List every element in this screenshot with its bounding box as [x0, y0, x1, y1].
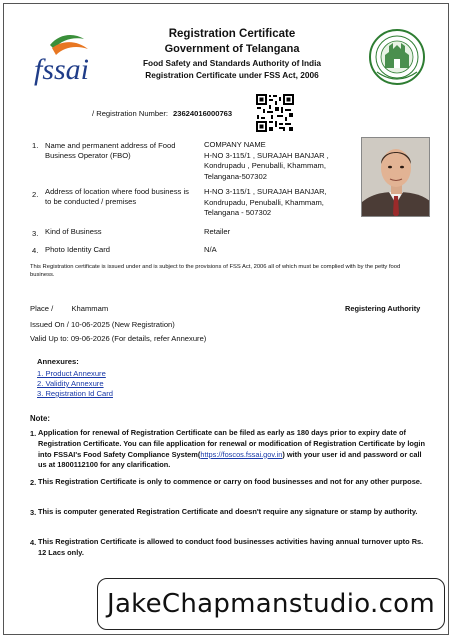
row-3-number: 3. [32, 229, 39, 238]
government-name: Government of Telangana [164, 43, 300, 55]
issued-row [30, 320, 175, 329]
row-4-number: 4. [32, 246, 39, 255]
validity-annexure-link[interactable]: 2. Validity Annexure [37, 379, 104, 388]
row-4-value: N/A [204, 245, 217, 254]
authority-name: Food Safety and Standards Authority of India [142, 58, 322, 68]
watermark-banner [97, 578, 445, 630]
row-1-value-line: H-NO 3-115/1 , SURAJAH BANJAR , [204, 150, 329, 160]
row-3-label: Kind of Business [45, 227, 102, 236]
row-1-value [204, 140, 354, 182]
note-title: Note: [30, 414, 50, 423]
telangana-emblem [368, 28, 426, 88]
registration-number-label: / Registration Number: [92, 109, 168, 118]
row-2-number: 2. [32, 190, 39, 199]
annexures-title: Annexures: [37, 357, 79, 366]
issued-label: Issued On / [30, 320, 69, 329]
watermark-text: JakeChapmanstudio.com [106, 589, 436, 619]
fssai-logo [30, 27, 100, 93]
qr-code [255, 93, 295, 133]
row-2-value-line: H-NO 3-115/1 , SURAJAH BANJAR, [204, 187, 327, 196]
valid-row [30, 334, 206, 343]
row-1-label: Name and permanent address of Food Business Operator (FBO) [45, 141, 176, 160]
fbo-photo [361, 137, 430, 217]
issued-value: 10-06-2025 (New Registration) [70, 320, 175, 329]
row-2-value [204, 187, 354, 219]
note-4-text: This Registration Certificate is allowed to conduct food businesses activities having annual turnover upto Rs. 12 Lacs only. [38, 537, 424, 557]
product-annexure-link[interactable]: 1. Product Annexure [37, 369, 106, 378]
note-3-text: This is computer generated Registration Certificate and doesn't require any signature or stamp by authority. [38, 507, 418, 516]
annexure-item [37, 369, 106, 378]
row-3-value: Retailer [204, 227, 231, 236]
provisions-note: This Registration certificate is issued under and is subject to the provisions of FSS Act, 2006 all of which must be complied with by the petty food business. [30, 264, 401, 278]
fssai-logo-text: fssai [34, 53, 90, 86]
row-1-value-line: COMPANY NAME [204, 140, 266, 149]
note-1-number: 1. [30, 429, 37, 438]
note-1-text [38, 428, 430, 471]
row-4-label: Photo Identity Card [45, 245, 111, 254]
note-2-number: 2. [30, 478, 37, 487]
note-1-text-after: ) with your user id and password or call us at 1800112100 for any clarification. [38, 449, 422, 470]
row-2-value-line: Telangana - 507302 [204, 208, 272, 218]
place-value: Khammam [71, 304, 109, 313]
annexure-item [37, 389, 113, 398]
registering-authority: Registering Authority [345, 304, 421, 313]
act-name: Registration Certificate under FSS Act, 2006 [145, 70, 319, 80]
registration-number-value: 23624016000763 [173, 109, 233, 118]
row-1-value-line: Kondrupadu , Penuballi, Khammam, [204, 161, 326, 171]
place-row [30, 304, 108, 313]
row-2-value-line: Kondrupadu, Penuballi, Khammam, [204, 197, 324, 207]
note-1-text-before: Application for renewal of Registration Certificate can be filed as early as 180 days prior to expiry date of Registration Certificate. You can file application for renewal or modification of Registration Certificate by login into FSSAI's Food Safety Compliance System( [38, 428, 425, 459]
note-2-text: This Registration Certificate is only to commence or carry on food businesses and not for any other purpose. [38, 477, 422, 486]
foscos-link[interactable]: https://foscos.fssai.gov.in [200, 449, 283, 459]
registration-id-card-link[interactable]: 3. Registration Id Card [37, 389, 113, 398]
row-2-label: Address of location where food business is to be conducted / premises [45, 187, 189, 206]
note-4-number: 4. [30, 538, 37, 547]
row-1-value-line: Telangana-507302 [204, 171, 267, 181]
place-label: Place / [30, 304, 54, 313]
note-3-number: 3. [30, 508, 37, 517]
annexure-item [37, 379, 104, 388]
valid-label: Valid Up to: [30, 334, 69, 343]
valid-value: 09-06-2026 (For details, refer Annexure) [70, 334, 207, 343]
certificate-title: Registration Certificate [168, 28, 296, 40]
row-1-number: 1. [32, 141, 39, 150]
